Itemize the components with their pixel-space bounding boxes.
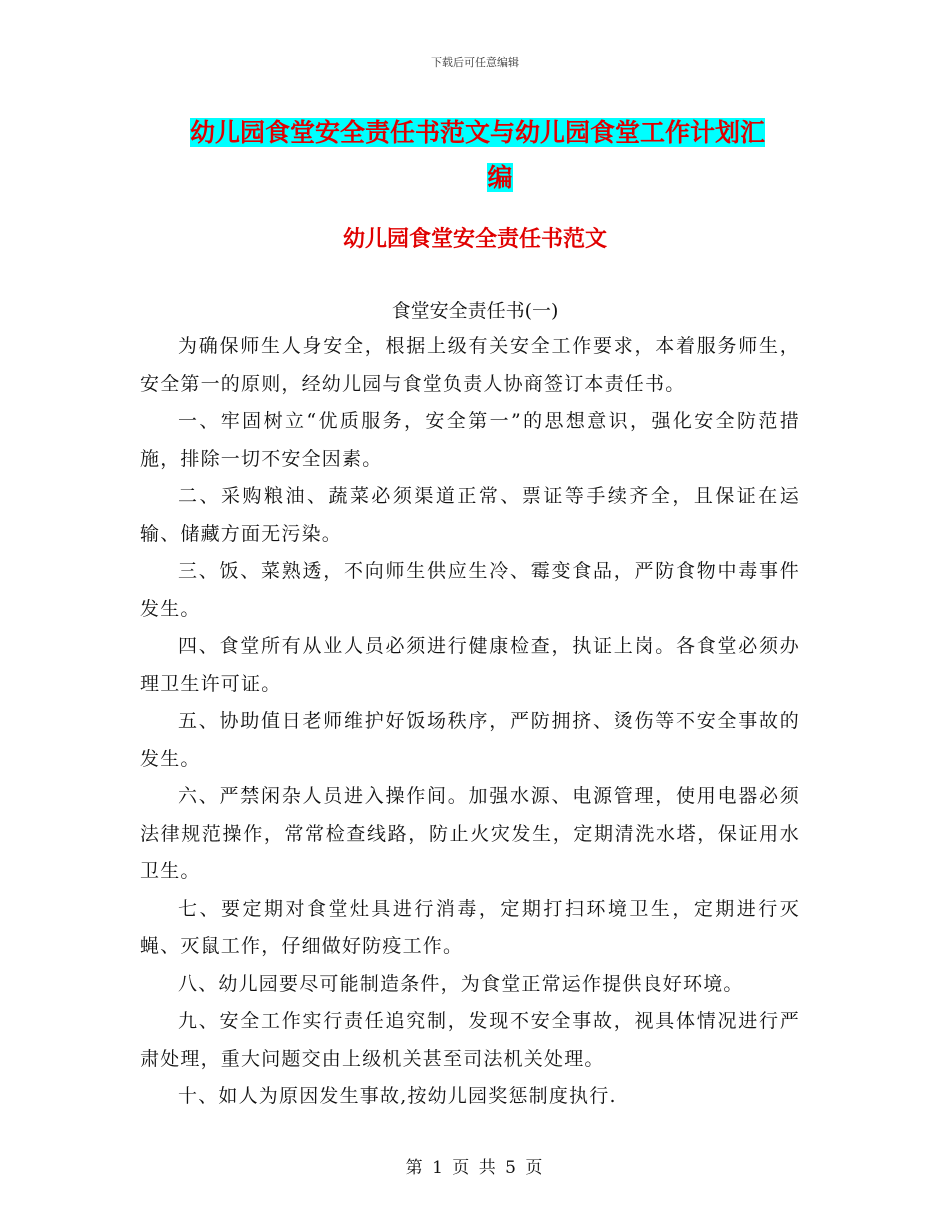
paragraph: 四、食堂所有从业人员必须进行健康检查，执证上岗。各食堂必须办理卫生许可证。 — [140, 635, 800, 695]
paragraph: 一、牢固树立“优质服务，安全第一”的思想意识，强化安全防范措施，排除一切不安全因素。 — [140, 410, 800, 470]
main-title-line1: 幼儿园食堂安全责任书范文与幼儿园食堂工作计划汇 — [190, 118, 766, 147]
paragraph: 二、采购粮油、蔬菜必须渠道正常、票证等手续齐全，且保证在运输、储藏方面无污染。 — [140, 485, 800, 545]
paragraph: 为确保师生人身安全，根据上级有关安全工作要求，本着服务师生，安全第一的原则，经幼儿园与食堂负责人协商签订本责任书。 — [140, 335, 800, 395]
paragraph: 十、如人为原因发生事故,按幼儿园奖惩制度执行. — [178, 1085, 617, 1107]
main-title-line2: 编 — [487, 163, 513, 192]
section-title: 幼儿园食堂安全责任书范文 — [342, 227, 607, 252]
paragraph: 八、幼儿园要尽可能制造条件，为食堂正常运作提供良好环境。 — [178, 972, 744, 995]
page-footer: 第 1 页 共 5 页 — [405, 1158, 545, 1178]
paragraph: 七、要定期对食堂灶具进行消毒，定期打扫环境卫生，定期进行灭蝇、灭鼠工作，仔细做好防疫工作。 — [140, 897, 800, 957]
subtitle: 食堂安全责任书(一) — [391, 300, 559, 322]
paragraph: 三、饭、菜熟透，不向师生供应生冷、霉变食品，严防食物中毒事件发生。 — [140, 560, 800, 620]
body-text — [140, 328, 800, 1116]
main-title — [190, 110, 810, 200]
paragraph: 九、安全工作实行责任追究制，发现不安全事故，视具体情况进行严肃处理，重大问题交由上级机关甚至司法机关处理。 — [140, 1010, 800, 1070]
paragraph: 五、协助值日老师维护好饭场秩序，严防拥挤、烫伤等不安全事故的发生。 — [140, 710, 800, 770]
header-note: 下载后可任意编辑 — [431, 56, 519, 69]
paragraph: 六、严禁闲杂人员进入操作间。加强水源、电源管理，使用电器必须法律规范操作，常常检查线路，防止火灾发生，定期清洗水塔，保证用水卫生。 — [140, 785, 800, 882]
